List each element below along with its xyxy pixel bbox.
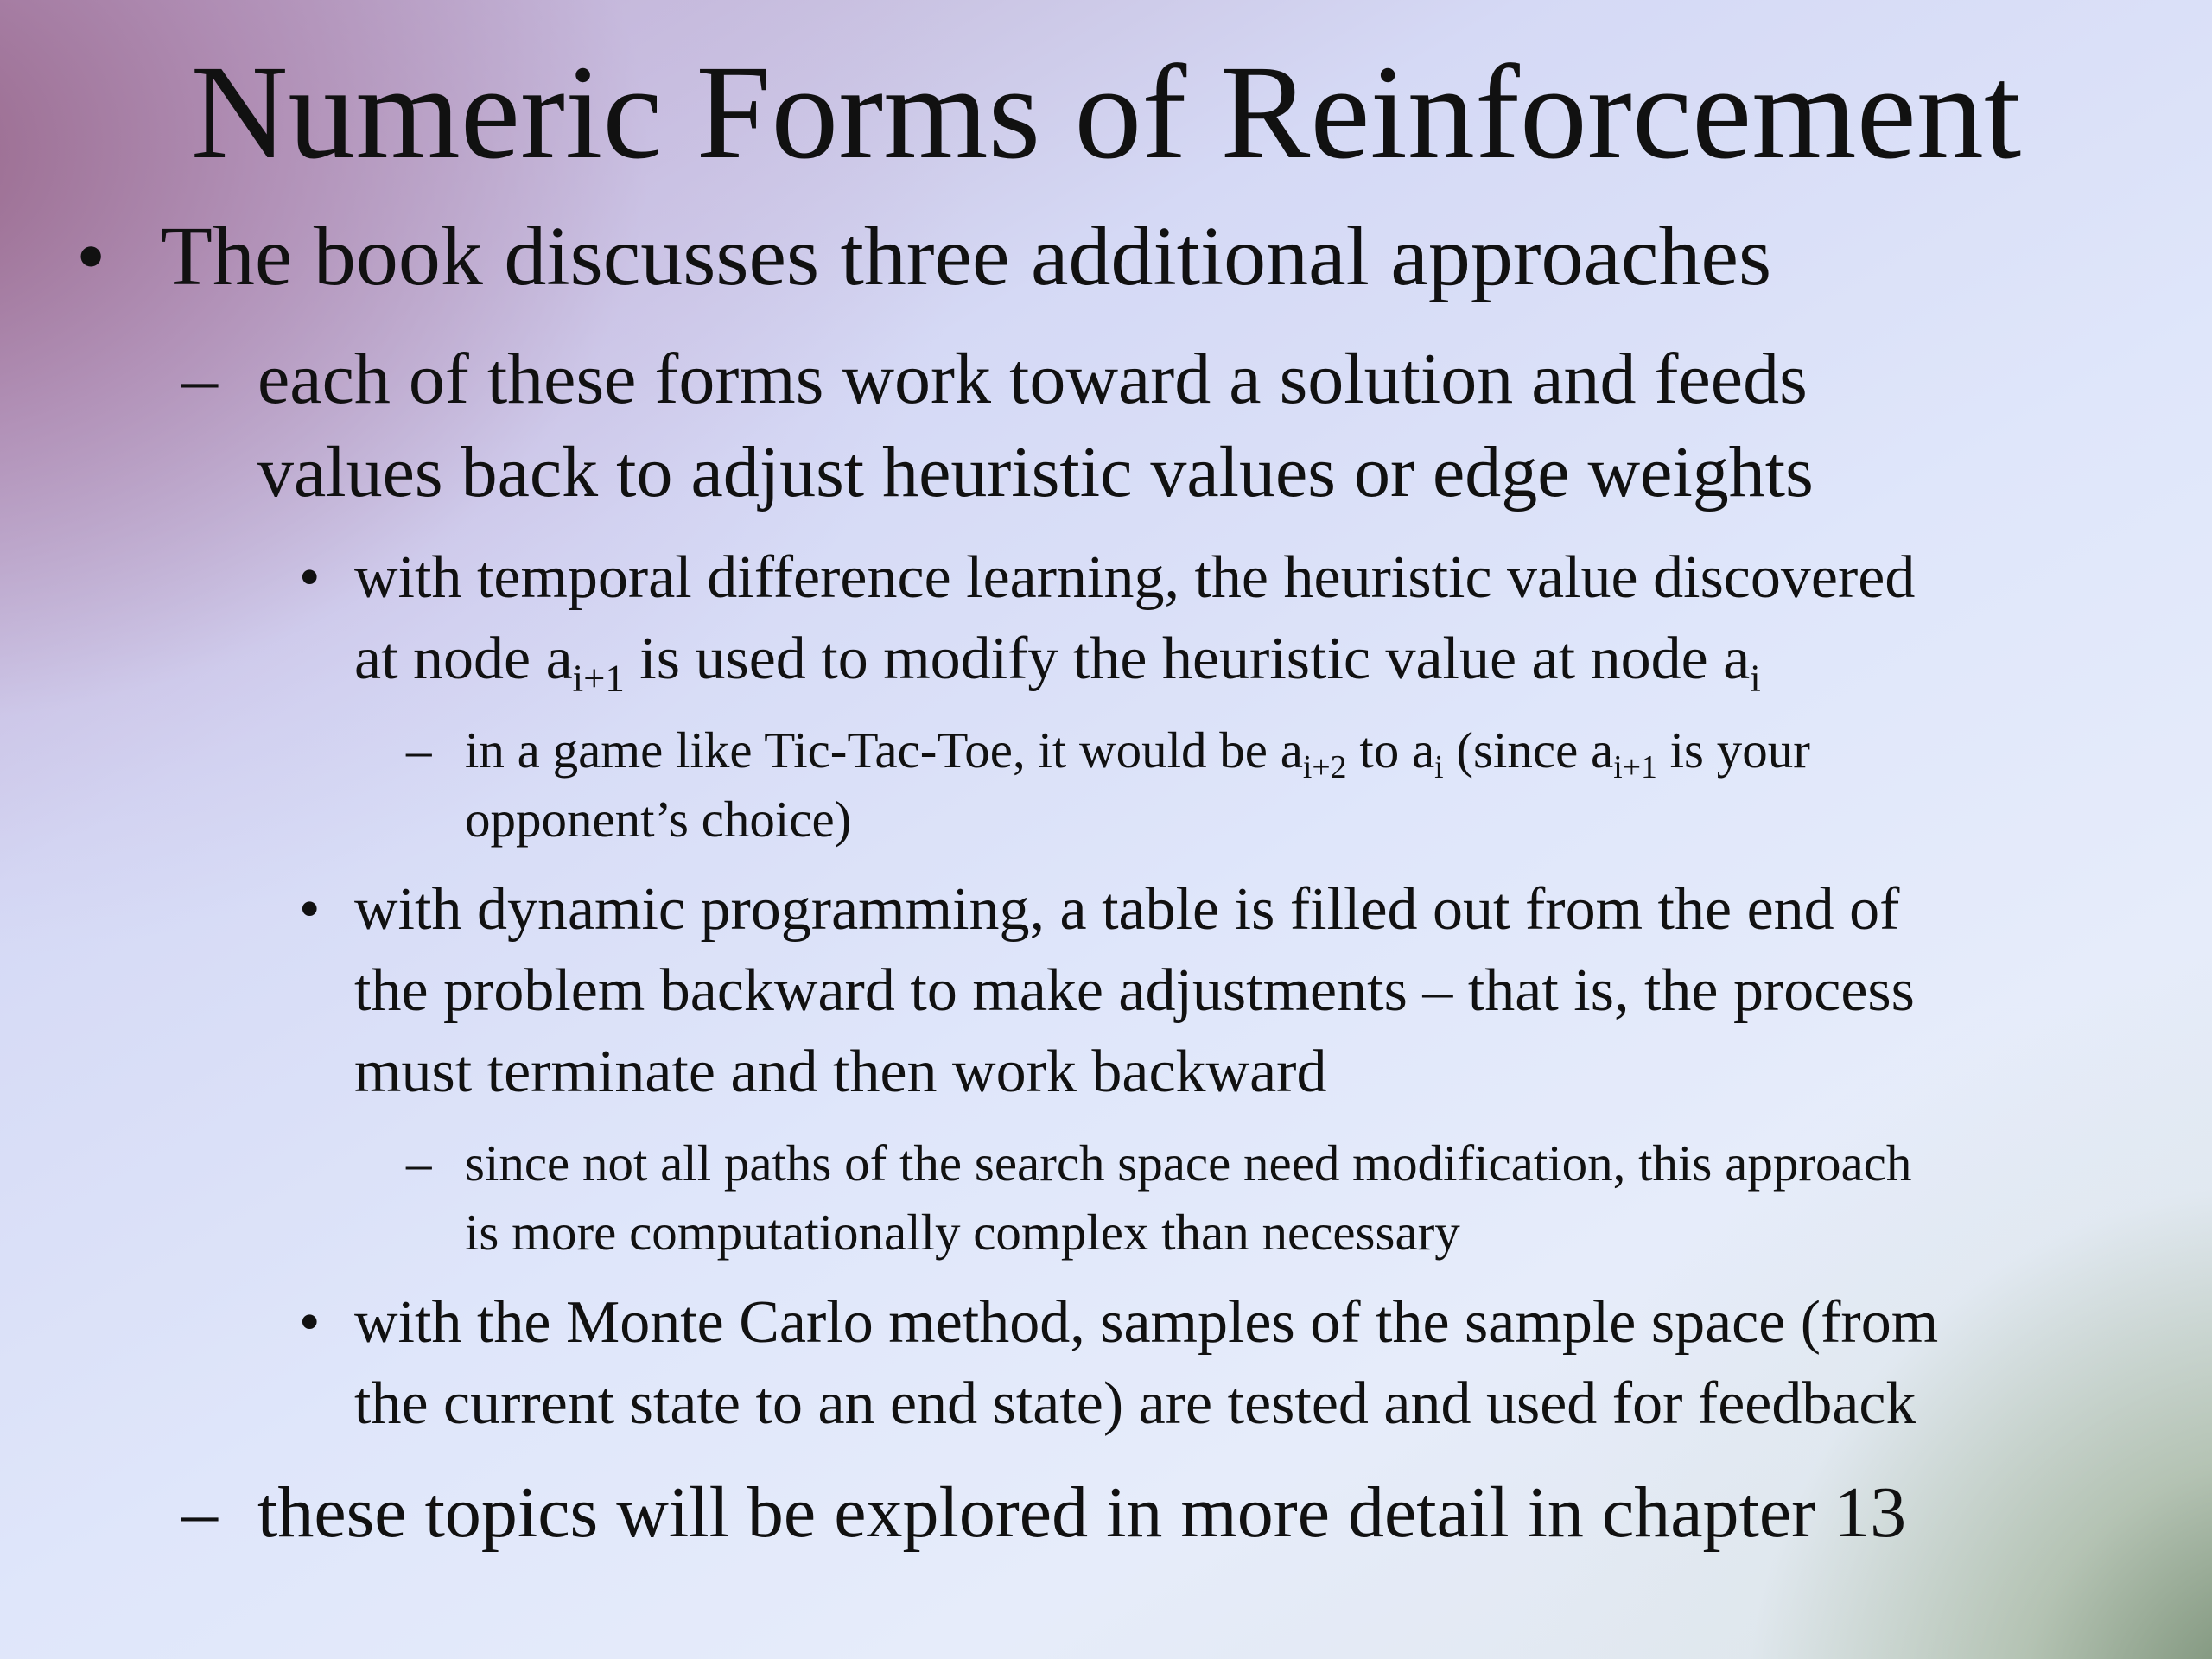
tictactoe-text: is your bbox=[1656, 721, 1810, 779]
subscript: i+1 bbox=[572, 656, 625, 700]
tictactoe-text: (since a bbox=[1443, 721, 1614, 779]
slide-title: Numeric Forms of Reinforcement bbox=[190, 37, 2022, 187]
bullet-approaches-intro: The book discusses three additional approaches bbox=[161, 210, 1772, 303]
bullet-marker: • bbox=[299, 876, 321, 943]
dynamic-programming-note-line-2: is more computationally complex than necessary bbox=[465, 1204, 1460, 1261]
tictactoe-line-1 bbox=[465, 715, 1810, 785]
chapter-note: these topics will be explored in more detail in chapter 13 bbox=[257, 1472, 1907, 1553]
temporal-difference-line-1: with temporal difference learning, the heuristic value discovered bbox=[354, 544, 1916, 611]
bullet-marker: • bbox=[299, 544, 321, 611]
monte-carlo-line-2: the current state to an end state) are tested and used for feedback bbox=[354, 1370, 1916, 1437]
temporal-difference-text: is used to modify the heuristic value at node a bbox=[624, 626, 1751, 692]
dash-marker: – bbox=[406, 721, 432, 779]
each-form-line-2: values back to adjust heuristic values or edge weights bbox=[257, 432, 1814, 512]
bullet-marker: • bbox=[299, 1289, 321, 1356]
dynamic-programming-line-3: must terminate and then work backward bbox=[354, 1039, 1327, 1105]
each-form-line-1: each of these forms work toward a solution and feeds bbox=[257, 339, 1808, 419]
temporal-difference-line-2 bbox=[354, 619, 1761, 700]
subscript: i bbox=[1750, 656, 1761, 700]
dash-marker: – bbox=[406, 1135, 432, 1192]
tictactoe-text: to a bbox=[1346, 721, 1435, 779]
tictactoe-line-2: opponent’s choice) bbox=[465, 791, 852, 848]
dash-marker: – bbox=[181, 1472, 218, 1553]
dynamic-programming-line-1: with dynamic programming, a table is filled out from the end of bbox=[354, 876, 1900, 943]
subscript: i+2 bbox=[1302, 749, 1347, 786]
subscript: i+1 bbox=[1613, 749, 1657, 786]
temporal-difference-text: at node a bbox=[354, 626, 573, 692]
dynamic-programming-note-line-1: since not all paths of the search space need modification, this approach bbox=[465, 1135, 1912, 1192]
bullet-marker: • bbox=[76, 210, 106, 303]
monte-carlo-line-1: with the Monte Carlo method, samples of the sample space (from bbox=[354, 1289, 1939, 1356]
dynamic-programming-line-2: the problem backward to make adjustments – that is, the process bbox=[354, 957, 1915, 1024]
subscript: i bbox=[1434, 749, 1444, 786]
dash-marker: – bbox=[181, 339, 218, 419]
tictactoe-text: in a game like Tic-Tac-Toe, it would be a bbox=[465, 721, 1303, 779]
